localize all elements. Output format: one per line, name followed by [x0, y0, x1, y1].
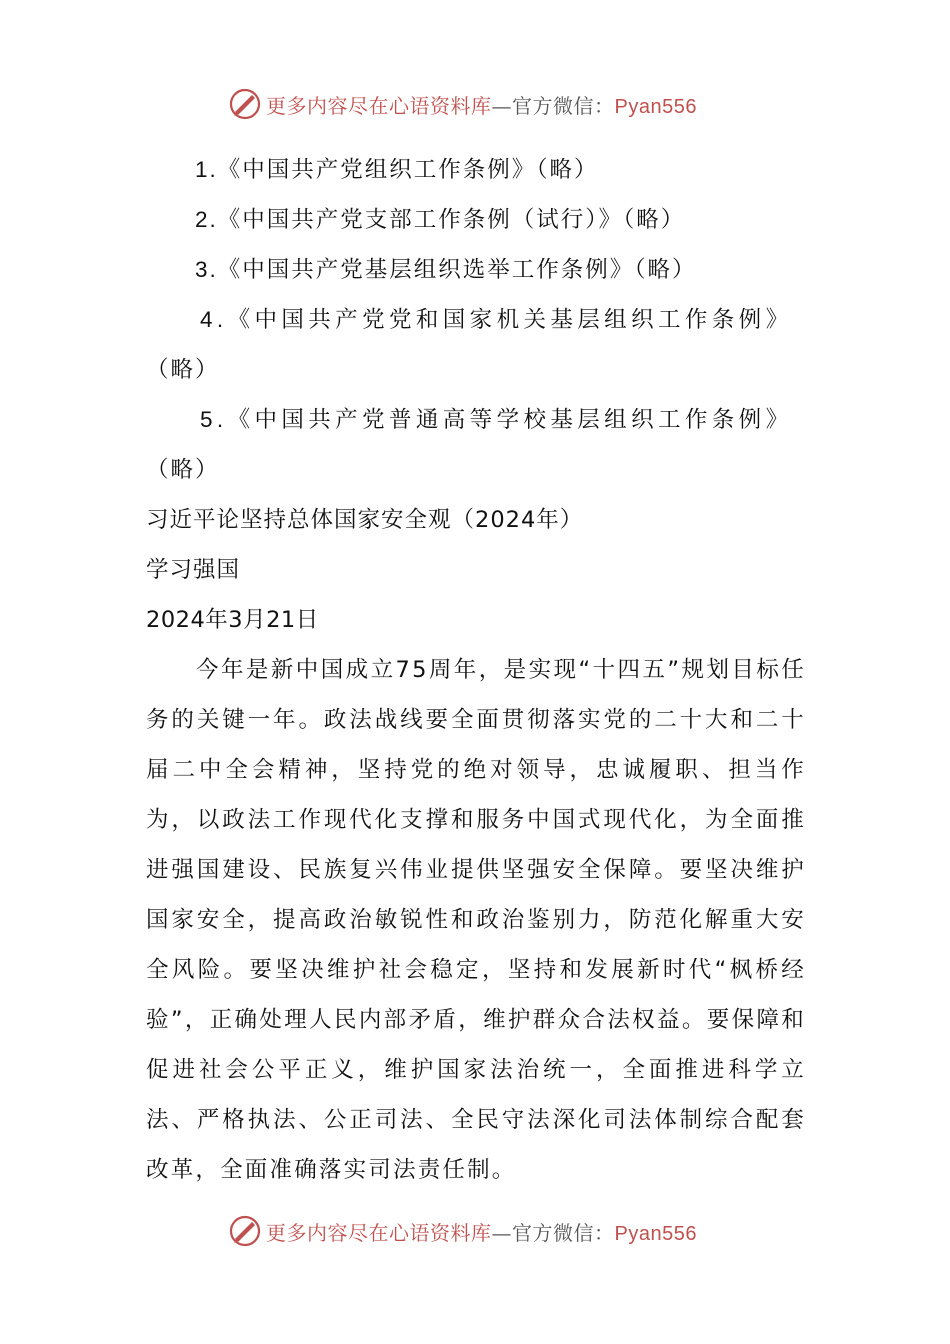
watermark-dash: —	[491, 1220, 512, 1245]
watermark-wechat-label: 官方微信：	[512, 93, 615, 118]
watermark-wechat-label: 官方微信：	[512, 1220, 615, 1245]
header-watermark	[0, 84, 950, 124]
appendix-item-4-cont: （略）	[146, 357, 220, 383]
pen-logo-icon	[228, 1214, 262, 1248]
footer-watermark	[0, 1211, 950, 1251]
pen-logo-icon	[228, 87, 262, 121]
watermark-text: 更多内容尽在心语资料库	[266, 93, 492, 118]
watermark-dash: —	[491, 93, 512, 118]
article-source: 学习强国	[146, 557, 241, 583]
appendix-item-5: 5.《中国共产党普通高等学校基层组织工作条例》	[200, 407, 793, 433]
appendix-item-3: 3.《中国共产党基层组织选举工作条例》（略）	[195, 257, 697, 283]
watermark-text: 更多内容尽在心语资料库	[266, 1220, 492, 1245]
watermark-wechat-id: Pyan556	[614, 1222, 697, 1245]
watermark-wechat-id: Pyan556	[614, 95, 697, 118]
appendix-item-4: 4.《中国共产党党和国家机关基层组织工作条例》	[200, 307, 793, 333]
appendix-item-5-cont: （略）	[146, 457, 220, 483]
article-body: 今年是新中国成立75周年，是实现“十四五”规划目标任务的关键一年。政法战线要全面贯彻落实党的二十大和二十届二中全会精神，坚持党的绝对领导，忠诚履职、担当作为，以政法工作现代化支撑和服务中国式现代化，为全面推进强国建设、民族复兴伟业提供坚强安全保障。要坚决维护国家安全，提高政治敏锐性和政治鉴别力，防范化解重大安全风险。要坚决维护社会稳定，坚持和发展新时代“枫桥经验”，正确处理人民内部矛盾，维护群众合法权益。要保障和促进社会公平正义，维护国家法治统一，全面推进科学立法、严格执法、公正司法、全民守法深化司法体制综合配套改革，全面准确落实司法责任制。	[146, 657, 806, 1183]
appendix-item-2: 2.《中国共产党支部工作条例（试行）》（略）	[195, 207, 686, 233]
article-date: 2024年3月21日	[146, 607, 319, 633]
article-title: 习近平论坚持总体国家安全观（2024年）	[146, 507, 584, 533]
appendix-item-1: 1.《中国共产党组织工作条例》（略）	[195, 157, 599, 183]
